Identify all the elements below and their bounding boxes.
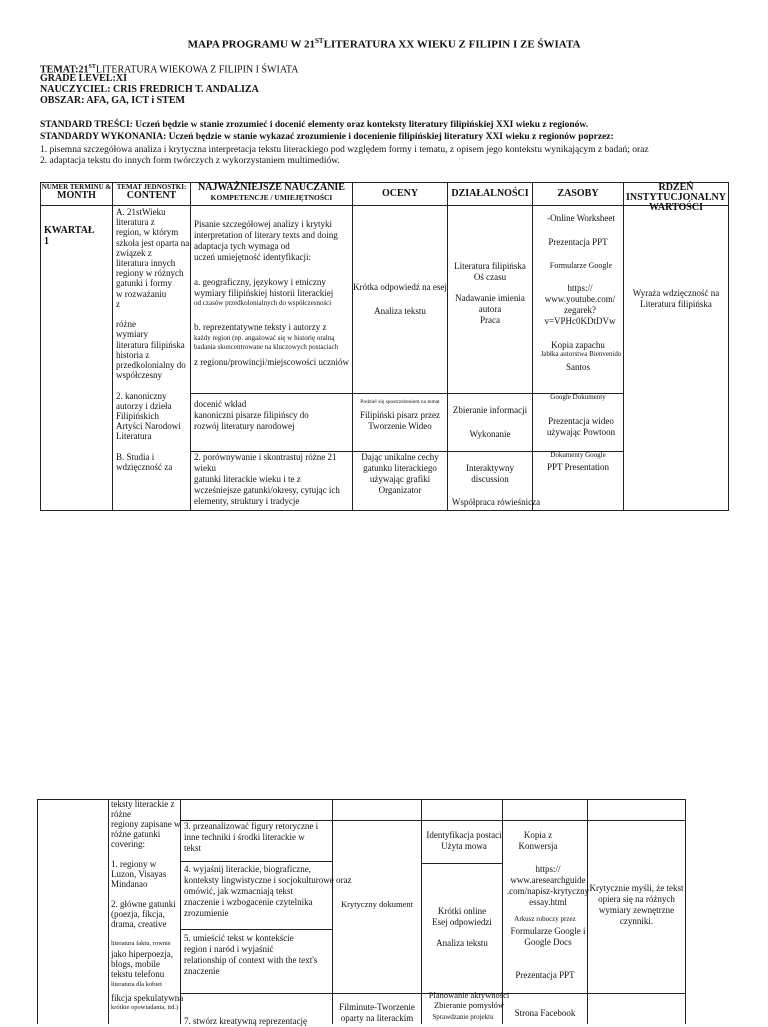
resource-video: Prezentacja wideo używając Powtoon [546,416,616,437]
competency-creative: 7. stwórz kreatywną reprezentację [184,1016,307,1026]
activity-planning: Planowanie aktywności Zbieranie pomysłów [428,990,510,1010]
activity-naming: Nadawanie imienia autora Praca [455,293,525,325]
content-cell-2b: jako hiperpoezja, blogs, mobile tekstu telefonu [111,949,173,979]
resource-worksheet-note: Arkusz roboczy przez [514,915,576,923]
resource-copy: Kopia zapachu [551,340,605,350]
content-standard: STANDARD TREŚCI: Uczeń będzie w stanie zrozumieć i docenić elementy oraz konteksty literatury filipińskiej XXI wieku z regionów. [40,120,589,130]
header-assessment: OCENY [381,188,419,199]
teacher-name: NAUCZYCIEL: CRIS FREDRICH T. ANDALIZA [40,84,259,95]
content-note-3: krótkie opowiadania, itd.) [111,1004,179,1011]
header-activities: DZIAŁALNOŚCI [451,188,529,199]
area-line: OBSZAR: AFA, GA, ICT i STEM [40,95,185,106]
resource-google-forms: Formularze Google i Google Docs [510,926,586,947]
competency-situate: 5. umieścić tekst w kontekście region i naród i wyjaśnić relationship of context with the text's znaczenie [184,933,318,976]
competency-appreciate: docenić wkład [194,399,247,409]
resource-ppt-2: PPT Presentation [546,462,610,472]
activity-character-id: Identyfikacja postaci Użyta mowa [426,830,502,851]
header-values: RDZEŃ INSTYTUCJONALNY WARTOŚCI [625,182,726,213]
competency-contexts: 4. wyjaśnij literackie, biograficzne, konteksty lingwistyczne i socjokulturowe oraz omówić, jak wzmacniają tekst znaczenie i wzbogacenie czytelnika zrozumienie [184,864,352,918]
assessment-short-essay: Krótka odpowiedź na esej [353,282,447,292]
resource-conversion: Kopia z Konwersja [518,830,558,851]
quarter-label: KWARTAŁ 1 [44,225,95,247]
resource-forms: Formularze Google [549,261,613,270]
competency-intro: Pisanie szczegółowej analizy i krytyki interpretation of literary texts and doing adaptacja tych wymaga od uczeń umiejętność identyfikacji: [194,219,338,262]
assessment-critical-doc: Krytyczny dokument [341,899,413,909]
content-cell-1: A. 21stWieku literatura z region, w którym szkoła jest oparta na związek z literatura innych regiony w różnych gatunki i formy w rozważaniu z różne wymiary literatura filipińska historia z przedkolonialny do współczesny 2. kanoniczny autorzy i dzieła Filipińskich Artyści Narodowi Literatura B. Studia i wdzięczność za [116,207,190,473]
competency-c: z regionu/prowincji/miejscowości uczniów [194,357,349,367]
resource-gdocs-note: Google Dokumenty [550,393,606,401]
activity-performance: Wykonanie [469,429,511,439]
header-content: TEMAT JEDNOSTKI: CONTENT [116,183,187,201]
competency-b-note: każdy region (np. angażować się w historię oralną badania skoncentrowane na kluczowych postaciach [194,334,339,351]
activity-project-check: Sprawdzanie projektu [432,1013,494,1021]
content-cell-2: teksty literackie z różne regiony zapisane w różne gatunki covering: 1. regiony w Luzon, Visayas Mindanao 2. główne gatunki (poezja, fikcja, drama, creative [111,799,181,929]
resource-worksheet: -Online Worksheet [547,213,615,223]
content-note-1: literatura faktu, rownie [111,940,171,947]
content-cell-2c: fikcja spekulatywna [111,993,184,1003]
resource-facebook: Strona Facebook [514,1008,576,1018]
resource-research-link[interactable]: https:// www.aresearchguide .com/napisz-krytyczny essay.html [506,864,590,907]
assessment-text-analysis: Analiza tekstu [374,306,426,316]
resource-ppt-3: Prezentacja PPT [515,970,575,980]
grade-level: GRADE LEVEL:XI [40,73,127,84]
competency-compare: 2. porównywanie i skontrastuj różne 21 wieku gatunki literackie wieku i te z wcześniejsze gatunki/okresy, cytując ich elementy, struktury i tradycje [194,452,340,506]
header-month: NUMER TERMINU & MONTH [41,183,112,201]
assessment-filminute: Filminute-Tworzenie oparty na literackim [339,1002,415,1023]
document-title: MAPA PROGRAMU W 21STLITERATURA XX WIEKU Z FILIPIN I ZE ŚWIATA [187,37,581,51]
value-gratitude: Wyraża wdzięczność na Literatura filipińska [632,288,720,309]
activity-timeline: Literatura filipińska Oś czasu [454,261,526,282]
competency-b: b. reprezentatywne teksty i autorzy z [194,322,327,332]
value-critical-thinking: Krytycznie myśli, że tekst opiera się na różnych wymiary zewnętrzne czynniki. [589,883,684,926]
activity-peer: Współpraca rówieśnicza [451,497,541,507]
resource-youtube-link[interactable]: https:// www.youtube.com/ zegarek? v=VPHc0KDtDVw [544,283,616,326]
assessment-video: Filipiński pisarz przez Tworzenie Wideo [360,410,440,431]
activity-online-essay: Krótki online Esej odpowiedzi [432,906,492,927]
resource-copy-note: Jabłka autorstwa Bienvenido [540,350,622,358]
assessment-organizer: Dając unikalne cechy gatunku literackiego używając grafiki Organizator [361,452,439,495]
assessment-share-note: Podziel się spostrzeżeniem na temat [360,399,440,405]
resource-ppt: Prezentacja PPT [548,237,608,247]
competency-canonical: kanoniczni pisarze filipińscy do rozwój literatury narodowej [194,410,309,431]
performance-point-2: 2. adaptacja tekstu do innych form twórczych z wykorzystaniem multimediów. [40,156,340,166]
activity-discussion: Interaktywny discussion [466,463,514,484]
performance-standard: STANDARDY WYKONANIA: Uczeń będzie w stanie wykazać zrozumienie i docenienie filipińskiej literatury XXI wieku z regionów poprzez: [40,132,614,142]
competency-a: a. geograficzny, językowy i etniczny wymiary filipińskiej historii literackiej [194,277,334,298]
topic-line: TEMAT:21STLITERATURA WIEKOWA Z FILIPIN I ŚWIATA [40,64,299,76]
activity-gathering: Zbieranie informacji [452,405,528,415]
resource-gdocs-note-2: Dokumenty Google [550,451,606,459]
resource-author: Santos [565,362,590,372]
header-competency: NAJWAŻNIEJSZE NAUCZANIE KOMPETENCJE / UMIEJĘTNOŚCI [198,182,345,202]
activity-text-analysis: Analiza tekstu [436,938,488,948]
header-resources: ZASOBY [557,188,599,199]
performance-point-1: 1. pisemna szczegółowa analiza i krytyczna interpretacja tekstu literackiego pod względem formy i tematu, z opisem jego kontekstu wynikającym z badań; oraz [40,145,649,155]
content-note-2: literatura dla kobiet [111,981,162,988]
competency-rhetoric: 3. przeanalizować figury retoryczne i inne techniki i środki literackie w tekst [184,821,319,853]
competency-a-note: od czasów przedkolonialnych do współczesności [194,299,332,307]
